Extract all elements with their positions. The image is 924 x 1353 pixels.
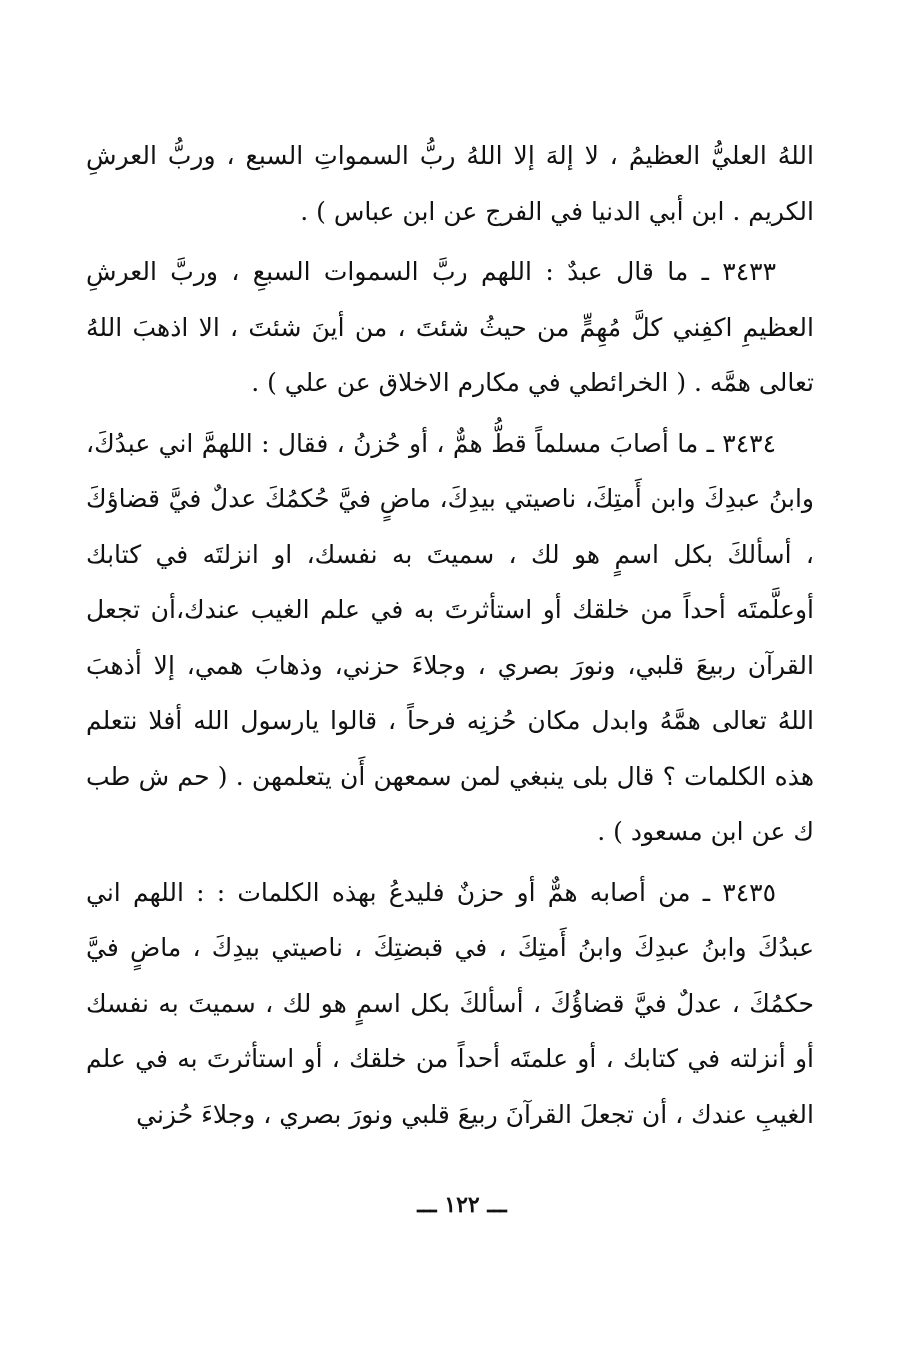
body-text: [86, 128, 814, 1142]
paragraph-hadith-3435: ٣٤٣٥ ـ من أصابه همٌّ أو حزنٌ فليدعُ بهذه الكلمات : : اللهم اني عبدُكَ وابنُ عبدِكَ وابنُ أَمتِكَ ، في قبضتِكَ ، ناصيتي بيدِكَ ، ماضٍ فيَّ حكمُكَ ، عدلٌ فيَّ قضاؤُكَ ، أسألكَ بكل اسمٍ هو لك ، سميتَ به نفسك أو أنزلته في كتابك ، أو علمتَه أحداً من خلقك ، أو استأثرتَ به في علم الغيبِ عندك ، أن تجعلَ القرآنَ ربيعَ قلبي ونورَ بصري ، وجلاءَ حُزني: [86, 877, 814, 1129]
paragraph-hadith-3434: ٣٤٣٤ ـ ما أصابَ مسلماً قطُّ همٌّ ، أو حُزنُ ، فقال : اللهمَّ اني عبدُكَ، وابنُ عبدِكَ وابن أَمتِكَ، ناصيتي بيدِكَ، ماضٍ فيَّ حُكمُكَ عدلٌ فيَّ قضاؤكَ ، أسألكَ بكل اسمٍ هو لك ، سميتَ به نفسك، او انزلتَه في كتابك أوعلَّمتَه أحداً من خلقك أو استأثرتَ به في علم الغيب عندك،أن تجعل القرآن ربيعَ قلبي، ونورَ بصري ، وجلاءَ حزني، وذهابَ همي، إلا أذهبَ اللهُ تعالى همَّهُ وابدل مكان حُزنِه فرحاً ، قالوا يارسول الله أفلا نتعلم هذه الكلمات ؟ قال بلى ينبغي لمن سمعهن أَن يتعلمهن . ( حم ش طب ك عن ابن مسعود ) .: [86, 428, 814, 846]
paragraph-continuation: اللهُ العليُّ العظيمُ ، لا إلهَ إلا اللهُ ربُّ السمواتِ السبع ، وربُّ العرشِ الكريم . ابن أبي الدنيا في الفرج عن ابن عباس ) .: [86, 141, 814, 226]
paragraph-hadith-3433: ٣٤٣٣ ـ ما قال عبدٌ : اللهم ربَّ السموات السبعِ ، وربَّ العرشِ العظيمِ اكفِني كلَّ مُهِمٍّ من حيثُ شئتَ ، من أينَ شئتَ ، الا اذهبَ اللهُ تعالى همَّه . ( الخرائطي في مكارم الاخلاق عن علي ) .: [86, 257, 814, 397]
page-number: ـــ ١٢٢ ـــ: [417, 1192, 507, 1218]
